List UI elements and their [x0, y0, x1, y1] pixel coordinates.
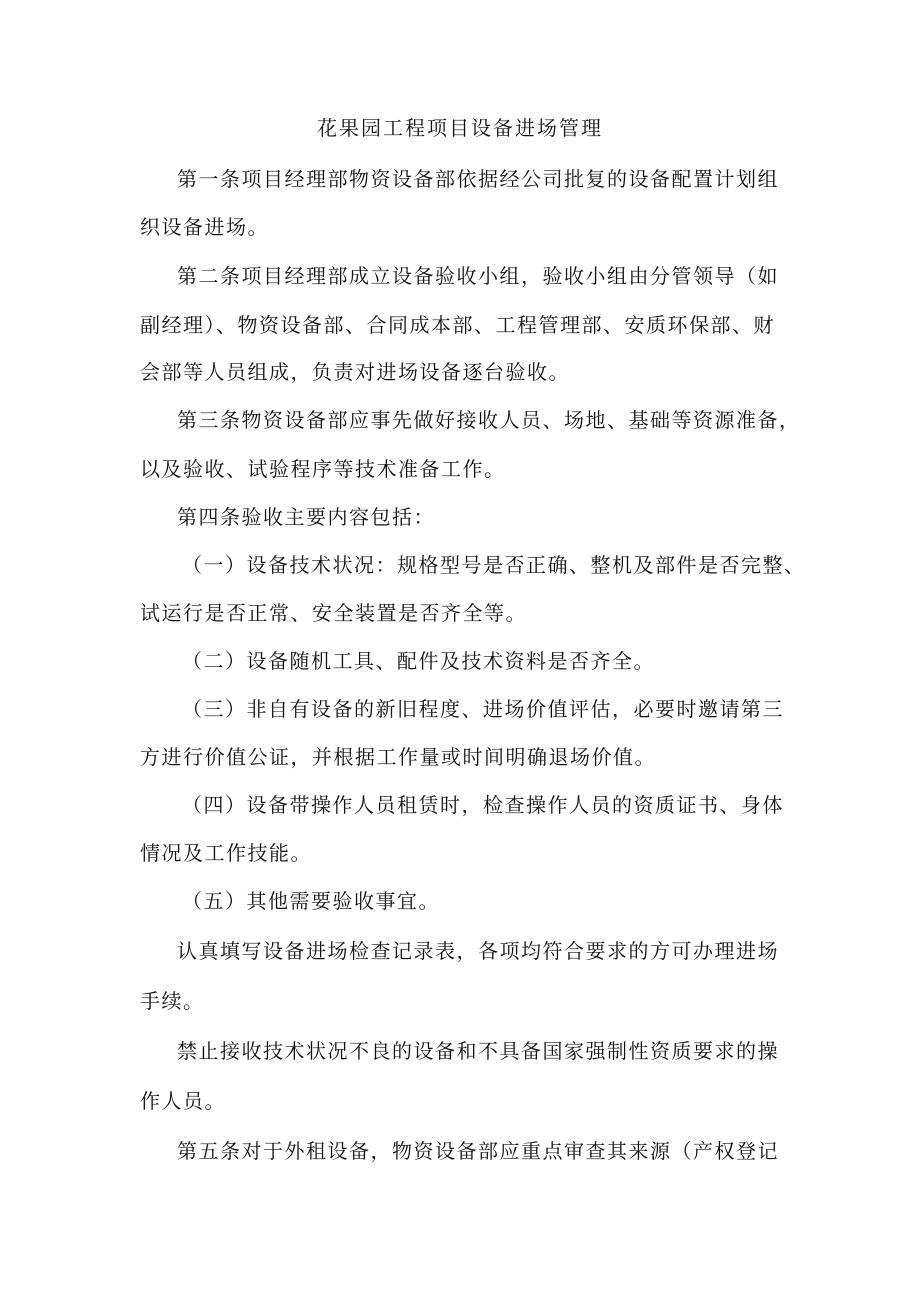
- text-line: （五）其他需要验收事宜。: [182, 889, 440, 913]
- document-title: 花果园工程项目设备进场管理: [317, 116, 603, 140]
- text-line: 手续。: [140, 989, 205, 1013]
- text-line: （一）设备技术状况：规格型号是否正确、整机及部件是否完整、: [182, 553, 806, 577]
- text-line: 禁止接收技术状况不良的设备和不具备国家强制性资质要求的操: [177, 1039, 779, 1063]
- text-line: 情况及工作技能。: [140, 841, 312, 865]
- text-line: （二）设备随机工具、配件及技术资料是否齐全。: [182, 649, 655, 673]
- text-line: 方进行价值公证，并根据工作量或时间明确退场价值。: [140, 745, 656, 769]
- text-line: 第二条项目经理部成立设备验收小组，验收小组由分管领导（如: [177, 264, 779, 288]
- text-line: 第三条物资设备部应事先做好接收人员、场地、基础等资源准备，: [177, 408, 801, 432]
- text-line: 认真填写设备进场检查记录表，各项均符合要求的方可办理进场: [177, 939, 779, 963]
- text-line: 以及验收、试验程序等技术准备工作。: [140, 457, 506, 481]
- text-line: 第一条项目经理部物资设备部依据经公司批复的设备配置计划组: [177, 167, 779, 191]
- text-line: 第五条对于外租设备，物资设备部应重点审查其来源（产权登记: [177, 1139, 779, 1163]
- text-line: 织设备进场。: [140, 215, 269, 239]
- text-line: （三）非自有设备的新旧程度、进场价值评估，必要时邀请第三: [182, 697, 784, 721]
- text-line: 作人员。: [140, 1089, 226, 1113]
- text-line: （四）设备带操作人员租赁时，检查操作人员的资质证书、身体: [182, 793, 784, 817]
- text-line: 副经理）、物资设备部、合同成本部、工程管理部、安质环保部、财: [140, 313, 775, 337]
- text-line: 会部等人员组成，负责对进场设备逐台验收。: [140, 360, 570, 384]
- text-line: 试运行是否正常、安全装置是否齐全等。: [140, 601, 527, 625]
- text-line: 第四条验收主要内容包括：: [177, 505, 435, 529]
